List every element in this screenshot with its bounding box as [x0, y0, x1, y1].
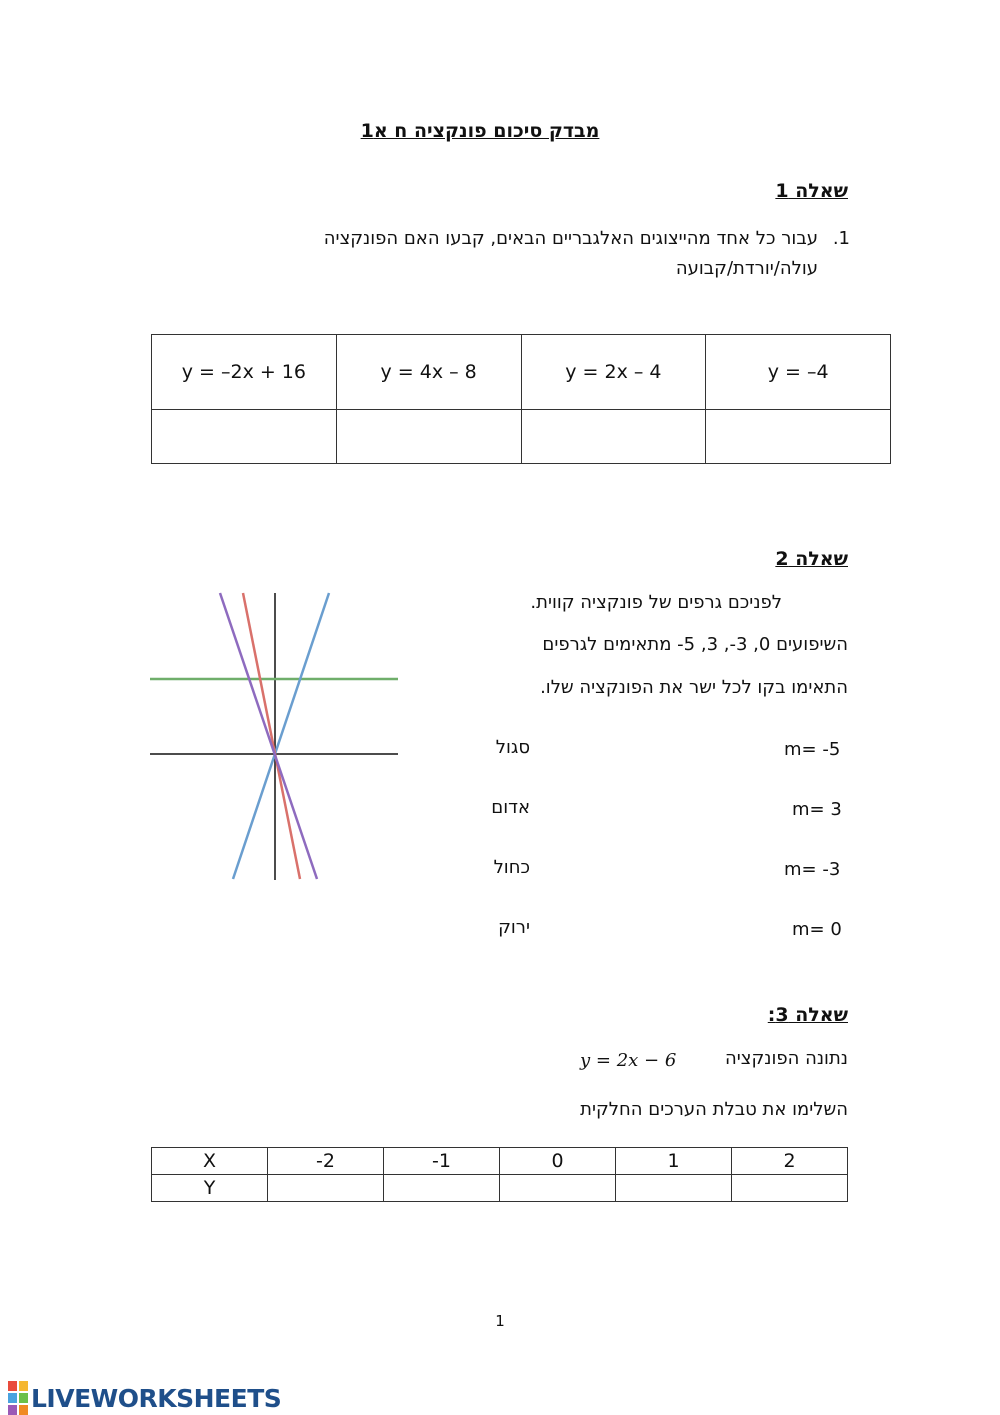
function-expression: y = 2x − 6	[580, 1050, 677, 1071]
red-line	[243, 593, 300, 879]
answer-cell[interactable]	[706, 410, 891, 464]
y-answer-cell[interactable]	[616, 1175, 732, 1202]
question-2-line-3: התאימו בקו לכל ישר את הפונקציה שלו.	[540, 677, 848, 698]
logo-block	[19, 1393, 28, 1403]
page-number: 1	[495, 1312, 505, 1330]
color-label-red: אדום	[491, 797, 530, 818]
answer-cell[interactable]	[521, 410, 706, 464]
question-1-text	[218, 224, 850, 284]
answer-cell[interactable]	[152, 410, 337, 464]
color-label-green: ירוק	[498, 917, 530, 938]
logo-block	[19, 1381, 28, 1391]
purple-line	[220, 593, 317, 879]
slope-label-m-0: m= 0	[792, 919, 842, 940]
linear-functions-graph	[150, 590, 400, 882]
y-answer-cell[interactable]	[500, 1175, 616, 1202]
question-2-line-2: השיפועים 0, 3-, 3, 5- מתאימים לגרפים	[542, 634, 848, 655]
y-answer-cell[interactable]	[732, 1175, 848, 1202]
y-label-cell: Y	[152, 1175, 268, 1202]
question-2-line-1: לפניכם גרפים של פונקציה קווית.	[530, 592, 782, 613]
equation-cell: y = –4	[706, 335, 891, 410]
x-value-cell: 2	[732, 1148, 848, 1175]
y-answer-cell[interactable]	[268, 1175, 384, 1202]
page-title: מבדק סיכום פונקציה ח א1	[360, 120, 600, 142]
question-1-heading: שאלה 1	[775, 180, 848, 202]
slope-label-m-3: m= 3	[792, 799, 842, 820]
values-table	[151, 1147, 848, 1202]
question-3-given-text: נתונה הפונקציה	[725, 1048, 848, 1069]
equations-table	[151, 334, 891, 464]
slope-label-m-neg5: m= -5	[784, 739, 841, 760]
logo-block	[8, 1393, 17, 1403]
question-2-heading: שאלה 2	[775, 548, 848, 570]
logo-block	[8, 1381, 17, 1391]
x-label-cell: X	[152, 1148, 268, 1175]
liveworksheets-logo[interactable]	[8, 1381, 281, 1415]
blue-line	[233, 593, 329, 879]
equation-cell: y = 2x – 4	[521, 335, 706, 410]
x-value-cell: 0	[500, 1148, 616, 1175]
question-3-instruction: השלימו את טבלת הערכים החלקית	[580, 1099, 848, 1120]
logo-block	[8, 1405, 17, 1415]
logo-block	[19, 1405, 28, 1415]
x-value-cell: 1	[616, 1148, 732, 1175]
x-value-cell: -2	[268, 1148, 384, 1175]
x-value-cell: -1	[384, 1148, 500, 1175]
equation-cell: y = –2x + 16	[152, 335, 337, 410]
answer-cell[interactable]	[336, 410, 521, 464]
question-3-heading: שאלה 3:	[767, 1004, 848, 1026]
logo-blocks-icon	[8, 1381, 28, 1415]
color-label-blue: כחול	[493, 857, 530, 878]
color-label-purple: סגול	[495, 737, 530, 758]
slope-label-m-neg3: m= -3	[784, 859, 841, 880]
logo-text: LIVEWORKSHEETS	[31, 1383, 282, 1413]
question-1-instruction: עבור כל אחד מהייצוגים האלגבריים הבאים, קבעו האם הפונקציה עולה/יורדת/קבועה	[323, 228, 818, 279]
question-1-number: 1.	[832, 228, 850, 249]
y-answer-cell[interactable]	[384, 1175, 500, 1202]
equation-cell: y = 4x – 8	[336, 335, 521, 410]
